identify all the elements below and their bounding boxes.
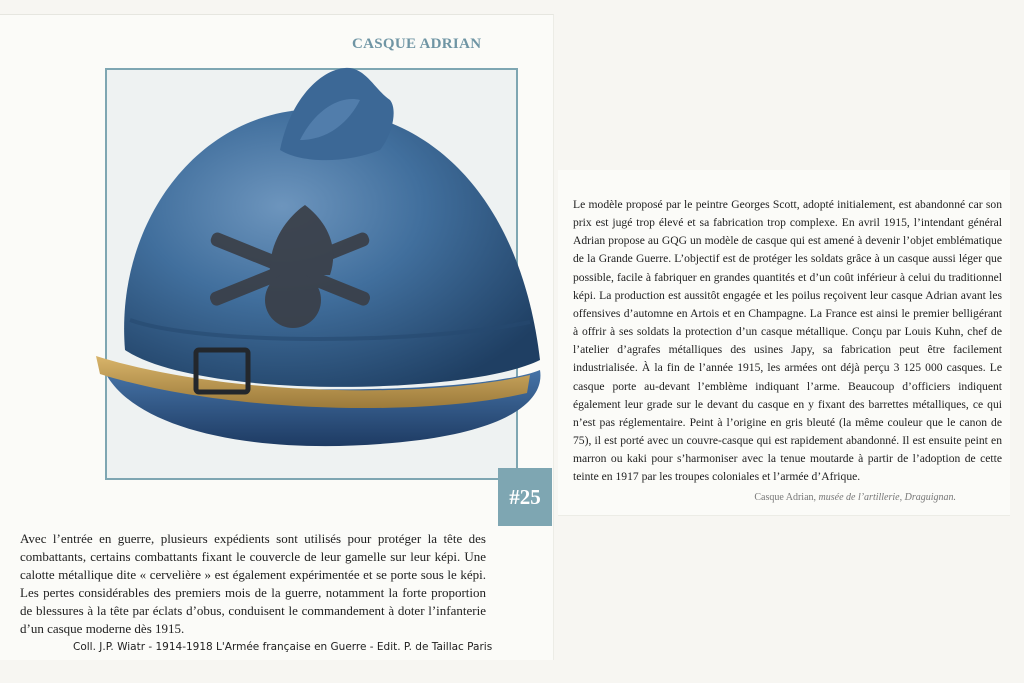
photo-caption: Casque Adrian, musée de l’artillerie, Draguignan. xyxy=(754,492,956,503)
page-number-badge: #25 xyxy=(498,468,552,526)
left-body-text: Avec l’entrée en guerre, plusieurs expédients sont utilisés pour protéger la tête des combattants, certains combattants fixant le couvercle de leur gamelle sur leur képi. Une calotte métallique dite « cervelière » est également expérimentée et se porte sous le képi. Les pertes considérables des premiers mois de la guerre, notamment la forte proportion de blessures à la tête par éclats d’obus, conduisent le commandement à doter l’infanterie d’un casque moderne dès 1915. xyxy=(20,531,486,636)
helmet-photo-frame xyxy=(105,68,518,480)
page-title: CASQUE ADRIAN xyxy=(352,36,482,52)
source-credit: Coll. J.P. Wiatr - 1914-1918 L'Armée française en Guerre - Edit. P. de Taillac Paris xyxy=(73,641,493,653)
right-body-text: Le modèle proposé par le peintre Georges Scott, adopté initialement, est abandonné car son prix est jugé trop élevé et sa fabrication trop complexe. En avril 1915, l’intendant général Adrian propose au GQG un modèle de casque qui est amené à devenir l’objet emblématique de la Grande Guerre. L’objectif est de protéger les soldats grâce à un casque aussi léger que possible, facile à fabriquer en grandes quantités et d’un coût inférieur à celui du traditionnel képi. La production est aussitôt engagée et les poilus reçoivent leur casque Adrian avant les offensives d’automne en Artois et en Champagne. La France est ainsi le premier belligérant à offrir à ses soldats la protection d’un casque métallique. Conçu par Louis Kuhn, chef de l’atelier d’agrafes métalliques des usines Japy, sa fabrication peut être facilement industrialisée. À la fin de l’année 1915, les armées ont déjà perçu 3 125 000 casques. Le casque porte au-devant l’emblème indiquant l’arme. Beaucoup d’officiers indiquent également leur grade sur le devant du casque en y fixant des barrettes métalliques, ce qui n’est pas réglementaire. Peint à l’origine en gris bleuté (la même couleur que le canon de 75), il est porté avec un couvre-casque qui est rapidement abandonné. Il est ensuite peint en marron ou kaki pour s’harmoniser avec la tenue moutarde à partir de l’adoption de cette teinte en 1917 par les troupes coloniales et l’armée d’Afrique. xyxy=(573,198,1002,484)
